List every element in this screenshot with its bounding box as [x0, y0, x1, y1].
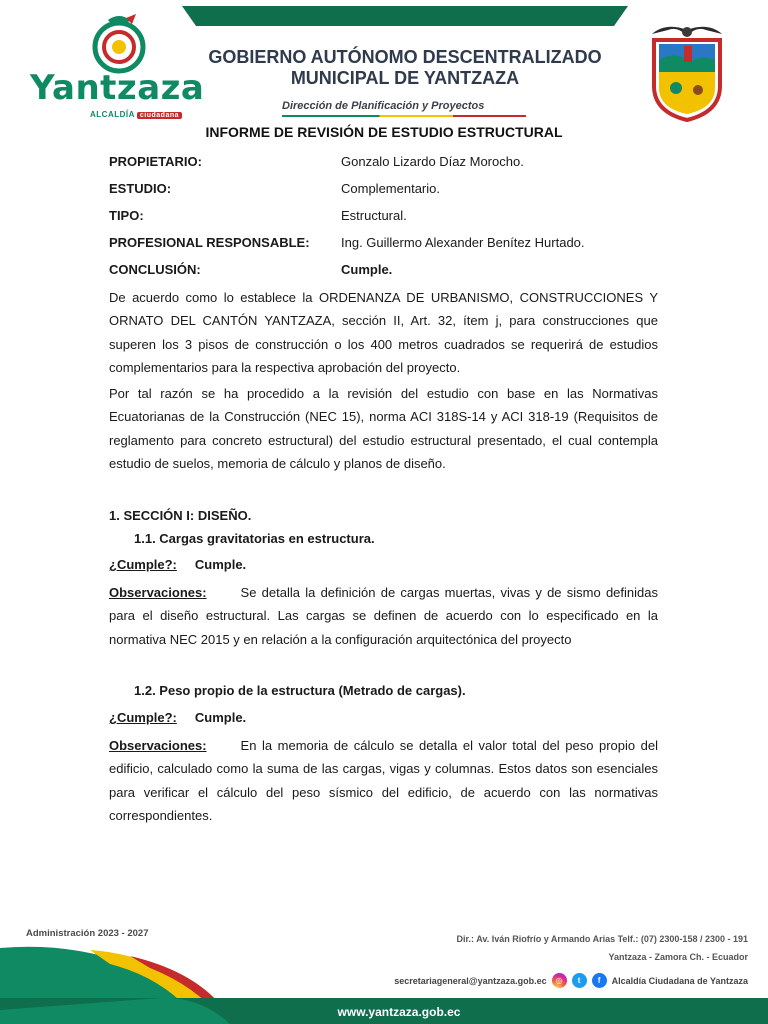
- administration-period: Administración 2023 - 2027: [26, 928, 149, 939]
- header-top-band: [182, 6, 628, 26]
- department-name: Dirección de Planificación y Proyectos: [282, 100, 485, 112]
- footer-website-link[interactable]: www.yantzaza.gob.ec: [337, 1005, 461, 1019]
- twitter-icon[interactable]: t: [572, 973, 587, 988]
- section-heading-design: 1. SECCIÓN I: DISEÑO.: [109, 508, 252, 523]
- footer-social-name: Alcaldía Ciudadana de Yantzaza: [611, 975, 748, 986]
- document-title: INFORME DE REVISIÓN DE ESTUDIO ESTRUCTURAL: [205, 124, 563, 140]
- government-title-line1: GOBIERNO AUTÓNOMO DESCENTRALIZADO: [208, 47, 602, 67]
- field-key: PROPIETARIO:: [109, 154, 202, 169]
- paragraph-ordinance: De acuerdo como lo establece la ORDENANZA DE URBANISMO, CONSTRUCCIONES Y ORNATO DEL CANTÓN YANTZAZA, sección II, Art. 32, ítem j, para construcciones que superen los 3 pisos de construcción o los 400 metros cuadrados se requerirá de estudios complementarios para la respectiva aprobación del proyecto.: [109, 290, 658, 376]
- logo-emblem-icon: [88, 14, 150, 76]
- field-value: Gonzalo Lizardo Díaz Morocho.: [341, 154, 524, 169]
- observations-paragraph-1: [109, 581, 658, 651]
- paragraph-review-basis: Por tal razón se ha procedido a la revisión del estudio con base en las Normativas Ecuatorianas de la Construcción (NEC 15), norma ACI 318S-14 y ACI 318-19 (Requisitos de reglamento para concreto estructural) del estudio estructural presentado, el cual contempla estudio de suelos, memoria de cálculo y planos de diseño.: [109, 386, 658, 472]
- observations-text: En la memoria de cálculo se detalla el valor total del peso propio del edificio, calculado como la suma de las cargas, vigas y columnas. Estos datos son esenciales para verificar el cálculo del peso sísmico del edificio, de acuerdo con las normativas correspondientes.: [109, 738, 658, 824]
- compliance-row-1: [109, 557, 246, 572]
- coat-of-arms-icon: [646, 16, 728, 124]
- field-key: PROFESIONAL RESPONSABLE:: [109, 235, 310, 250]
- compliance-row-2: [109, 710, 246, 725]
- observations-text: Se detalla la definición de cargas muertas, vivas y de sismo definidas para el diseño estructural. Las cargas se definen de acuerdo con lo especificado en la normativa NEC 2015 y en relación a la configuración arquitectónica del proyecto: [109, 585, 658, 647]
- footer-email[interactable]: secretariageneral@yantzaza.gob.ec: [394, 975, 547, 986]
- instagram-icon[interactable]: ◎: [552, 973, 567, 988]
- footer-contact: [394, 973, 748, 988]
- logo-wordmark: Yantzaza: [30, 68, 205, 108]
- footer-city: Yantzaza - Zamora Ch. - Ecuador: [608, 952, 748, 962]
- compliance-label: ¿Cumple?:: [109, 557, 177, 572]
- facebook-icon[interactable]: f: [592, 973, 607, 988]
- logo-subtitle: [90, 110, 182, 119]
- subsection-heading-self-weight: 1.2. Peso propio de la estructura (Metrado de cargas).: [134, 683, 466, 698]
- footer-address: Dir.: Av. Iván Riofrío y Armando Arias Telf.: (07) 2300-158 / 2300 - 191: [456, 934, 748, 944]
- field-key: CONCLUSIÓN:: [109, 262, 201, 277]
- subsection-heading-gravity-loads: 1.1. Cargas gravitatorias en estructura.: [134, 531, 375, 546]
- government-title-line2: MUNICIPAL DE YANTZAZA: [290, 68, 520, 88]
- field-key: ESTUDIO:: [109, 181, 172, 196]
- field-value: Ing. Guillermo Alexander Benítez Hurtado.: [341, 235, 585, 250]
- observations-label: Observaciones:: [109, 585, 207, 600]
- government-title: [190, 47, 620, 89]
- municipality-logo: [30, 14, 210, 126]
- field-value: Estructural.: [341, 208, 407, 223]
- field-key: TIPO:: [109, 208, 144, 223]
- observations-label: Observaciones:: [109, 738, 207, 753]
- field-value: Cumple.: [341, 262, 393, 277]
- observations-paragraph-2: [109, 734, 658, 828]
- compliance-value: Cumple.: [194, 710, 247, 725]
- field-value: Complementario.: [341, 181, 440, 196]
- compliance-label: ¿Cumple?:: [109, 710, 177, 725]
- department-underline: [282, 115, 526, 117]
- logo-sub-text: ALCALDÍA: [90, 110, 135, 119]
- compliance-value: Cumple.: [194, 557, 247, 572]
- logo-sub-tag: ciudadana: [137, 112, 182, 119]
